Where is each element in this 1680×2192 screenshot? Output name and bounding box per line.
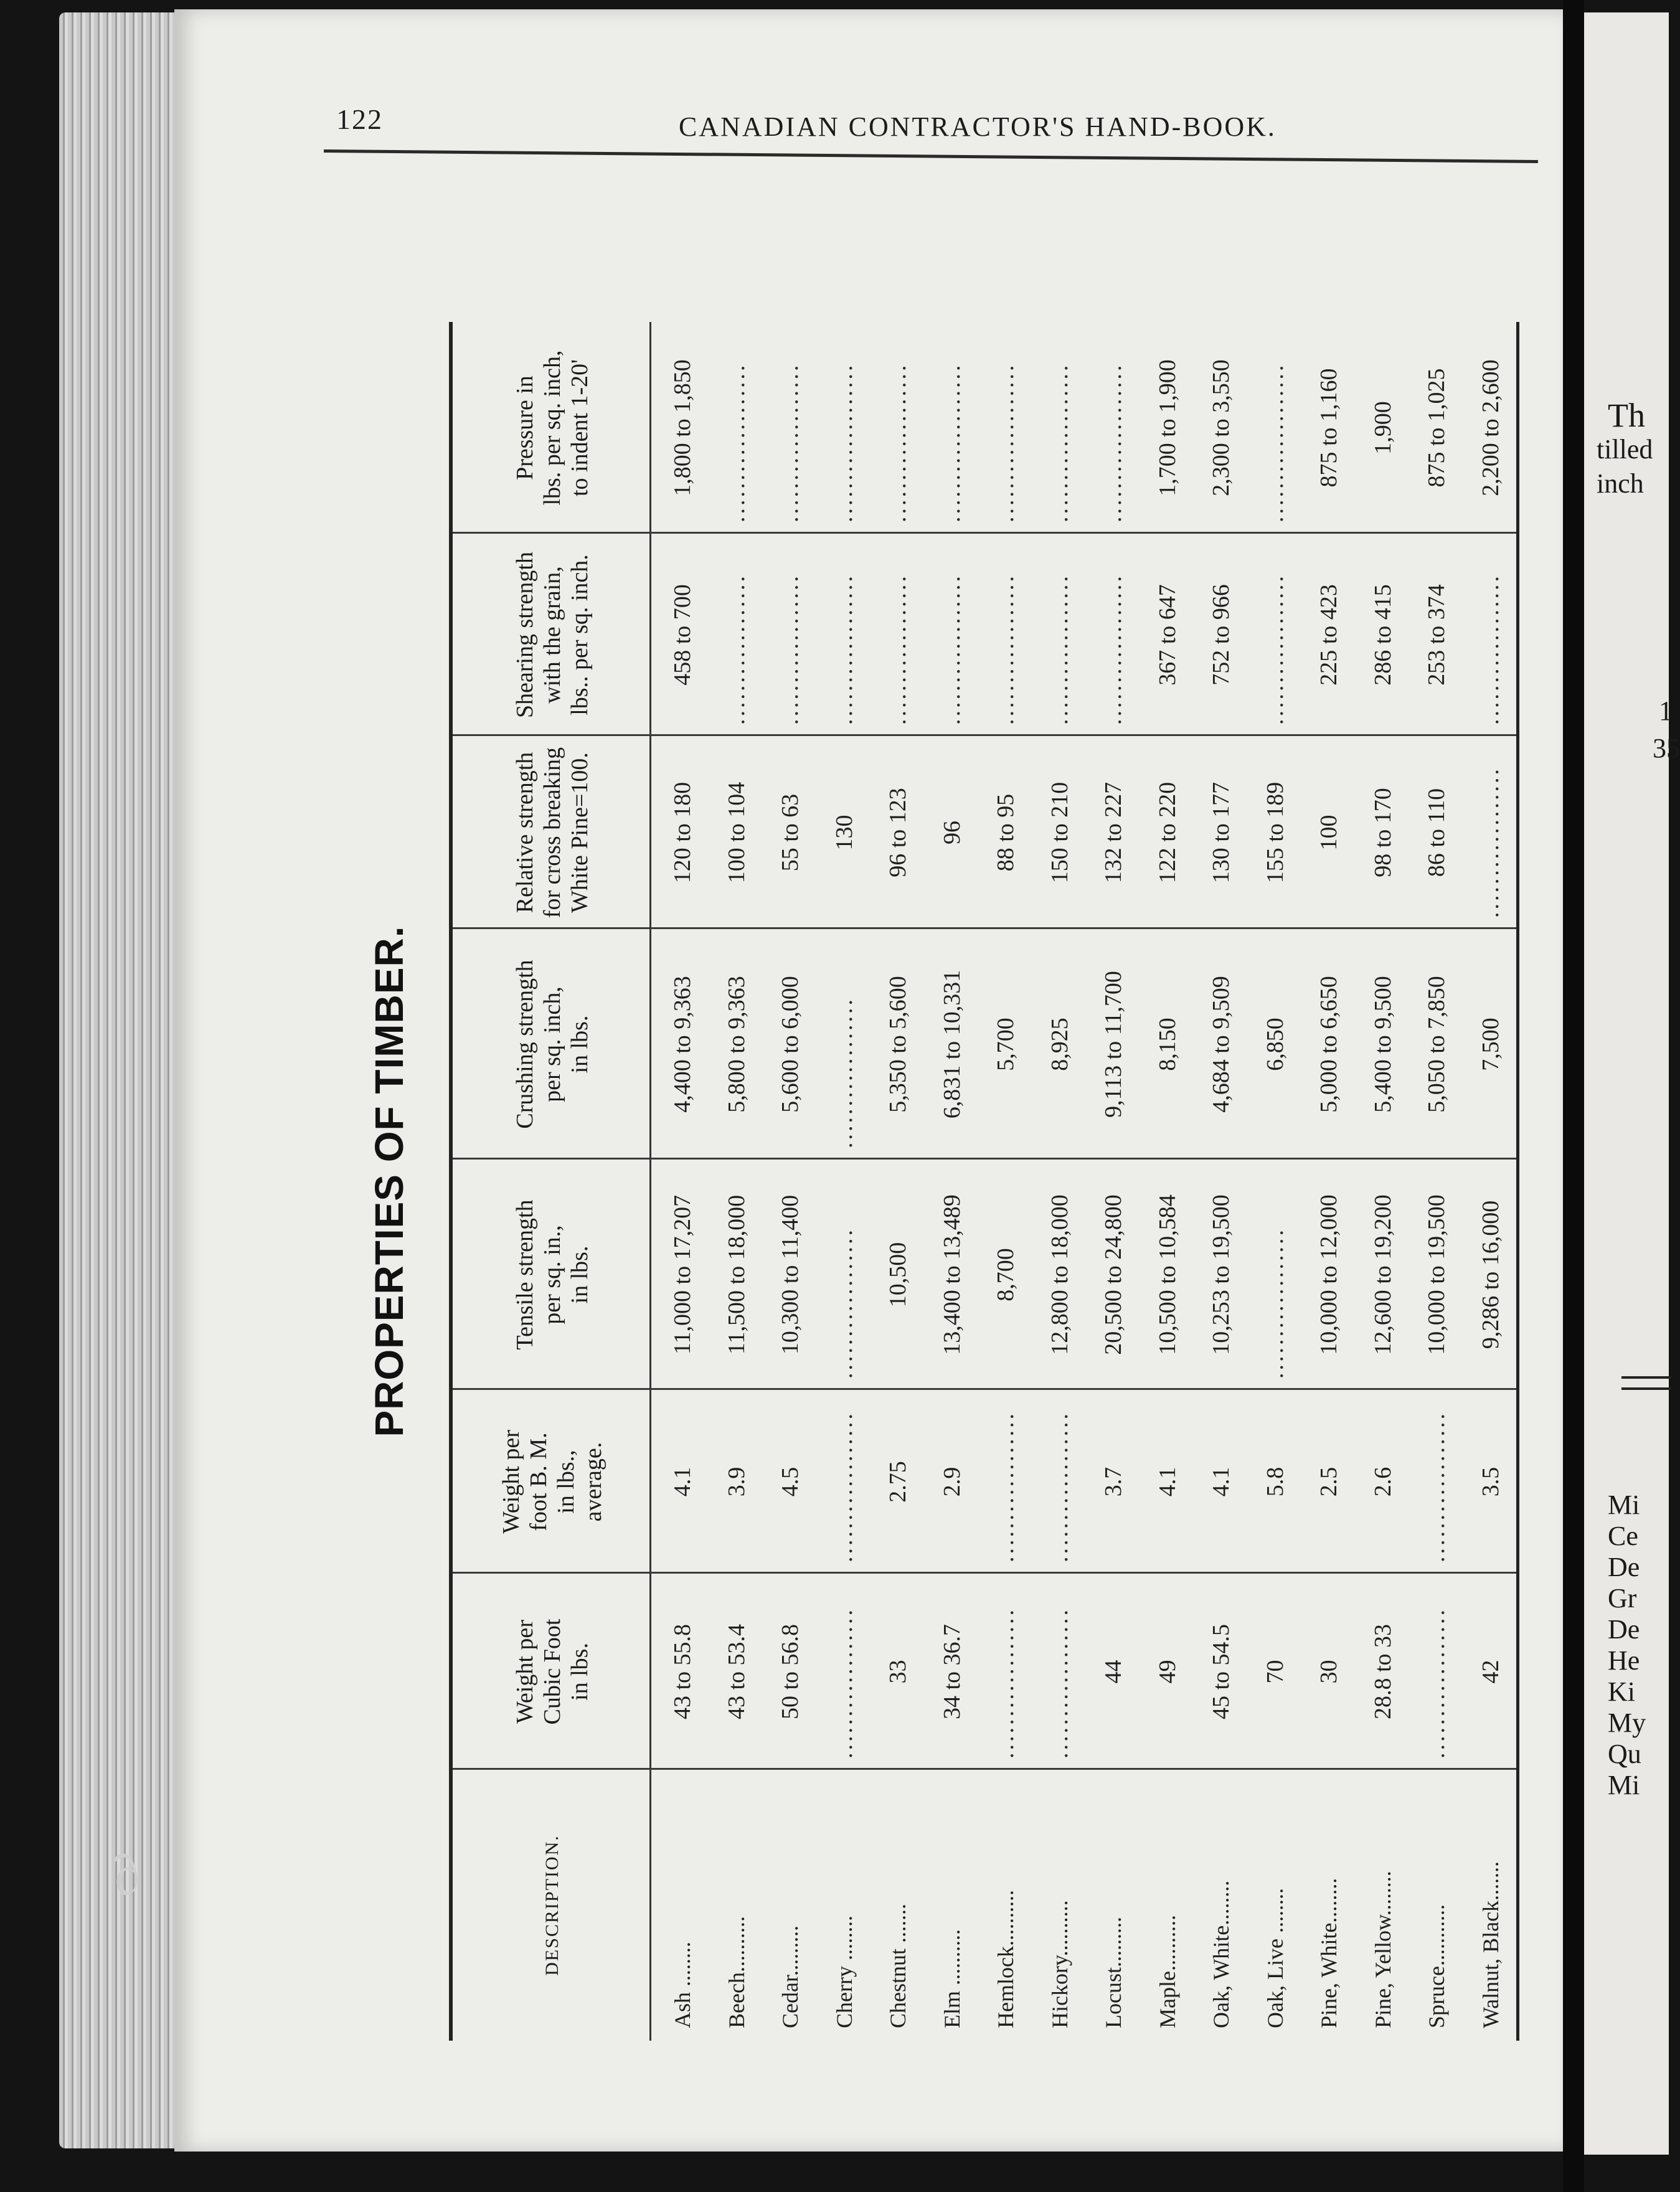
value-cell: 6,850 (1262, 1018, 1288, 1071)
margin-scribble: ∂ (102, 1841, 150, 1909)
value-cell: 4,400 to 9,363 (669, 976, 696, 1113)
value-cell: ................... (831, 362, 857, 522)
value-cell: 9,286 to 16,000 (1477, 1200, 1504, 1349)
value-cell: .................. (993, 1607, 1019, 1759)
table-row (654, 322, 711, 2041)
value-cell: 10,000 to 19,500 (1423, 1194, 1450, 1355)
table-row (1192, 322, 1250, 2041)
adjacent-fragment: 1 (1659, 696, 1673, 726)
value-cell: .................. (1046, 1607, 1073, 1759)
value-cell: 5,050 to 7,850 (1423, 976, 1450, 1113)
timber-name-cell: Hemlock.......... (993, 1890, 1018, 2028)
timber-name-cell: Pine, White........ (1316, 1878, 1341, 2028)
value-cell: 96 to 123 (885, 788, 911, 877)
value-cell: 100 to 104 (723, 782, 750, 884)
table-row (923, 322, 981, 2041)
table-title: PROPERTIES OF TIMBER. (367, 925, 412, 1437)
table-top-rule (449, 322, 453, 2041)
value-cell: .................. (885, 574, 911, 725)
value-cell: 12,600 to 19,200 (1369, 1194, 1396, 1355)
value-cell: 130 (831, 815, 857, 851)
value-cell: .................. (1423, 1411, 1450, 1562)
value-cell: 43 to 55.8 (669, 1623, 696, 1720)
timber-name-cell: Walnut, Black....... (1478, 1861, 1503, 2028)
value-cell: 6,831 to 10,331 (938, 970, 965, 1119)
adjacent-page (1584, 12, 1680, 2155)
value-cell: .................. (831, 997, 857, 1148)
value-cell: 2,200 to 2,600 (1477, 359, 1504, 496)
value-cell: 44 (1100, 1660, 1126, 1684)
col-header-shearing-strength (455, 534, 649, 736)
value-cell: .................. (993, 1411, 1019, 1562)
header-label: Weight per foot B. M. in lbs., average. (498, 1430, 606, 1534)
value-cell: 10,500 to 10,584 (1154, 1194, 1181, 1355)
table-row (1300, 322, 1357, 2041)
value-cell: 1,900 (1369, 401, 1396, 455)
value-cell: 8,150 (1154, 1018, 1181, 1071)
timber-name-cell: Oak, White........ (1209, 1880, 1234, 2028)
value-cell: 33 (885, 1660, 911, 1684)
value-cell: 1,700 to 1,900 (1154, 359, 1181, 496)
table-row (1354, 322, 1412, 2041)
value-cell: 10,253 to 19,500 (1208, 1194, 1234, 1355)
value-cell: 752 to 966 (1208, 584, 1234, 686)
value-cell: 8,925 (1046, 1018, 1073, 1071)
adjacent-fragment: tilled (1597, 434, 1653, 465)
value-cell: 28.8 to 33 (1369, 1623, 1396, 1720)
header-label: DESCRIPTION. (541, 1835, 562, 1976)
header-label: Relative strength for cross breaking White Pine=100. (511, 747, 593, 919)
col-header-weight-cubic-foot (455, 1574, 649, 1770)
timber-name-cell: Cherry ........ (831, 1916, 857, 2028)
timber-name-cell: Hickory.......... (1047, 1900, 1072, 2028)
table-row (1139, 322, 1196, 2041)
value-cell: 155 to 189 (1262, 782, 1288, 884)
value-cell: ................... (885, 362, 911, 522)
table-row (1085, 322, 1142, 2041)
adjacent-fragment: Mi (1608, 1490, 1640, 1520)
value-cell: 49 (1154, 1660, 1181, 1684)
timber-name-cell: Chestnut ....... (885, 1903, 910, 2028)
adjacent-fragment: Ki (1608, 1676, 1635, 1707)
value-cell: ................... (938, 362, 965, 522)
adjacent-fragment: Ce (1608, 1521, 1638, 1551)
value-cell: 9,113 to 11,700 (1100, 971, 1126, 1118)
value-cell: 55 to 63 (777, 793, 803, 872)
value-cell: 96 (938, 821, 965, 844)
timber-name-cell: Pine, Yellow........ (1370, 1871, 1395, 2028)
value-cell: 3.5 (1477, 1467, 1504, 1497)
table-row (869, 322, 927, 2041)
value-cell: .................. (1262, 574, 1288, 725)
value-cell: 286 to 415 (1369, 584, 1396, 686)
value-cell: 42 (1477, 1660, 1504, 1684)
table-row (762, 322, 819, 2041)
table-row (1031, 322, 1088, 2041)
value-cell: 5,000 to 6,650 (1316, 976, 1342, 1113)
value-cell: 5,400 to 9,500 (1369, 976, 1396, 1113)
value-cell: .................. (1262, 1227, 1288, 1379)
value-cell: 4.5 (777, 1467, 803, 1497)
header-label: Weight per Cubic Foot in lbs. (511, 1618, 593, 1725)
value-cell: .................. (993, 574, 1019, 725)
value-cell: .................. (831, 1411, 857, 1562)
value-cell: .................. (938, 574, 965, 725)
value-cell: 3.9 (723, 1467, 750, 1497)
col-header-crushing-strength (455, 929, 649, 1160)
value-cell: .................. (1423, 1607, 1450, 1759)
value-cell: 7,500 (1477, 1018, 1504, 1071)
value-cell: ................... (723, 362, 750, 522)
table-row (1408, 322, 1465, 2041)
value-cell: 458 to 700 (669, 584, 696, 686)
value-cell: ................... (777, 362, 803, 522)
value-cell: ................... (1262, 362, 1288, 522)
value-cell: 3.7 (1100, 1467, 1126, 1497)
timber-properties-table (366, 322, 1531, 2041)
col-header-indent-pressure (455, 322, 649, 534)
running-title: CANADIAN CONTRACTOR'S HAND-BOOK. (679, 111, 1277, 142)
adjacent-rule (1621, 1376, 1671, 1379)
value-cell: ................... (1046, 362, 1073, 522)
value-cell: 130 to 177 (1208, 782, 1234, 884)
table-row (816, 322, 873, 2041)
value-cell: 30 (1316, 1660, 1342, 1684)
value-cell: .................. (831, 1227, 857, 1379)
value-cell: .................. (1477, 574, 1504, 725)
value-cell: 875 to 1,025 (1423, 368, 1450, 488)
book-page-edges (59, 12, 190, 2148)
value-cell: 5,700 (993, 1018, 1019, 1071)
adjacent-fragment: 35 (1653, 733, 1680, 763)
timber-name-cell: Elm .......... (939, 1929, 965, 2028)
value-cell: 4.1 (669, 1467, 696, 1497)
header-label: Pressure in lbs. per sq. inch, to indent 1-20' (511, 350, 593, 506)
value-cell: 875 to 1,160 (1316, 368, 1342, 488)
value-cell: 86 to 110 (1423, 788, 1450, 877)
value-cell: .................. (831, 1607, 857, 1759)
col-header-description (455, 1770, 649, 2041)
adjacent-rule (1621, 1387, 1671, 1390)
value-cell: 122 to 220 (1154, 782, 1181, 884)
value-cell: 225 to 423 (1316, 584, 1342, 686)
header-label: Shearing strength with the grain, lbs.. per sq. inch. (511, 552, 593, 719)
value-cell: 2.75 (885, 1461, 911, 1503)
page-number: 122 (336, 103, 383, 135)
value-cell: 10,300 to 11,400 (777, 1194, 803, 1355)
value-cell: 12,800 to 18,000 (1046, 1194, 1073, 1355)
adjacent-fragment: Qu (1608, 1739, 1641, 1769)
value-cell: 100 (1316, 815, 1342, 851)
value-cell: 2.6 (1369, 1467, 1396, 1497)
header-label: Tensile strength per sq. in., in lbs. (511, 1199, 593, 1350)
value-cell: ................... (1100, 362, 1126, 522)
value-cell: .................. (723, 574, 750, 725)
table-row (1247, 322, 1304, 2041)
adjacent-fragment: He (1608, 1645, 1640, 1676)
value-cell: 120 to 180 (669, 782, 696, 884)
adjacent-fragment: My (1608, 1708, 1646, 1738)
value-cell: 70 (1262, 1660, 1288, 1684)
value-cell: 8,700 (993, 1248, 1019, 1302)
value-cell: 5,600 to 6,000 (777, 976, 803, 1113)
value-cell: 45 to 54.5 (1208, 1623, 1234, 1720)
value-cell: 11,500 to 18,000 (723, 1194, 750, 1355)
value-cell: 4,684 to 9,509 (1208, 976, 1234, 1113)
value-cell: 20,500 to 24,800 (1100, 1194, 1126, 1355)
value-cell: 253 to 374 (1423, 584, 1450, 686)
timber-name-cell: Spruce........... (1424, 1904, 1449, 2028)
value-cell: 150 to 210 (1046, 782, 1073, 884)
timber-name-cell: Oak, Live ........ (1262, 1888, 1288, 2028)
value-cell: .................. (831, 574, 857, 725)
value-cell: 5,800 to 9,363 (723, 976, 750, 1113)
adjacent-fragment: inch (1597, 468, 1644, 499)
value-cell: 132 to 227 (1100, 782, 1126, 884)
value-cell: .................. (1477, 767, 1504, 918)
value-cell: 5,350 to 5,600 (885, 976, 911, 1113)
table-row (977, 322, 1034, 2041)
value-cell: 10,000 to 12,000 (1316, 1194, 1342, 1355)
value-cell: 34 to 36.7 (938, 1623, 965, 1720)
value-cell: 5.8 (1262, 1467, 1288, 1497)
value-cell: 88 to 95 (993, 793, 1019, 872)
col-header-weight-board-measure (455, 1390, 649, 1574)
adjacent-fragment: Th (1608, 397, 1645, 434)
value-cell: 13,400 to 13,489 (938, 1194, 965, 1355)
value-cell: 2.5 (1316, 1467, 1342, 1497)
timber-name-cell: Maple.......... (1154, 1915, 1180, 2028)
book-gutter (1563, 0, 1584, 2192)
value-cell: 50 to 56.8 (777, 1623, 803, 1720)
adjacent-fragment: De (1608, 1552, 1640, 1582)
value-cell: 4.1 (1208, 1467, 1234, 1497)
value-cell: .................. (1046, 1411, 1073, 1562)
value-cell: 98 to 170 (1369, 788, 1396, 877)
table-row (1462, 322, 1519, 2041)
col-header-relative-strength (455, 736, 649, 929)
timber-name-cell: Locust......... (1101, 1917, 1126, 2028)
value-cell: 2.9 (938, 1467, 965, 1497)
adjacent-fragment: De (1608, 1614, 1640, 1645)
value-cell: .................. (777, 574, 803, 725)
value-cell: .................. (1046, 574, 1073, 725)
value-cell: 11,000 to 17,207 (669, 1194, 696, 1355)
value-cell: 1,800 to 1,850 (669, 359, 696, 496)
header-label: Crushing strength per sq. inch, in lbs. (511, 960, 593, 1129)
timber-name-cell: Beech.......... (724, 1916, 749, 2028)
table-row (708, 322, 765, 2041)
value-cell: 4.1 (1154, 1467, 1181, 1497)
timber-name-cell: Ash ........ (670, 1941, 695, 2028)
value-cell: 367 to 647 (1154, 584, 1181, 686)
value-cell: 2,300 to 3,550 (1208, 359, 1234, 496)
value-cell: 43 to 53.4 (723, 1623, 750, 1720)
adjacent-fragment: Gr (1608, 1583, 1637, 1613)
adjacent-fragment: Mi (1608, 1770, 1640, 1800)
col-header-tensile-strength (455, 1160, 649, 1390)
value-cell: 10,500 (885, 1242, 911, 1308)
value-cell: ................... (993, 362, 1019, 522)
timber-name-cell: Cedar......... (778, 1925, 803, 2028)
value-cell: .................. (1100, 574, 1126, 725)
table-header-rule (649, 322, 651, 2041)
